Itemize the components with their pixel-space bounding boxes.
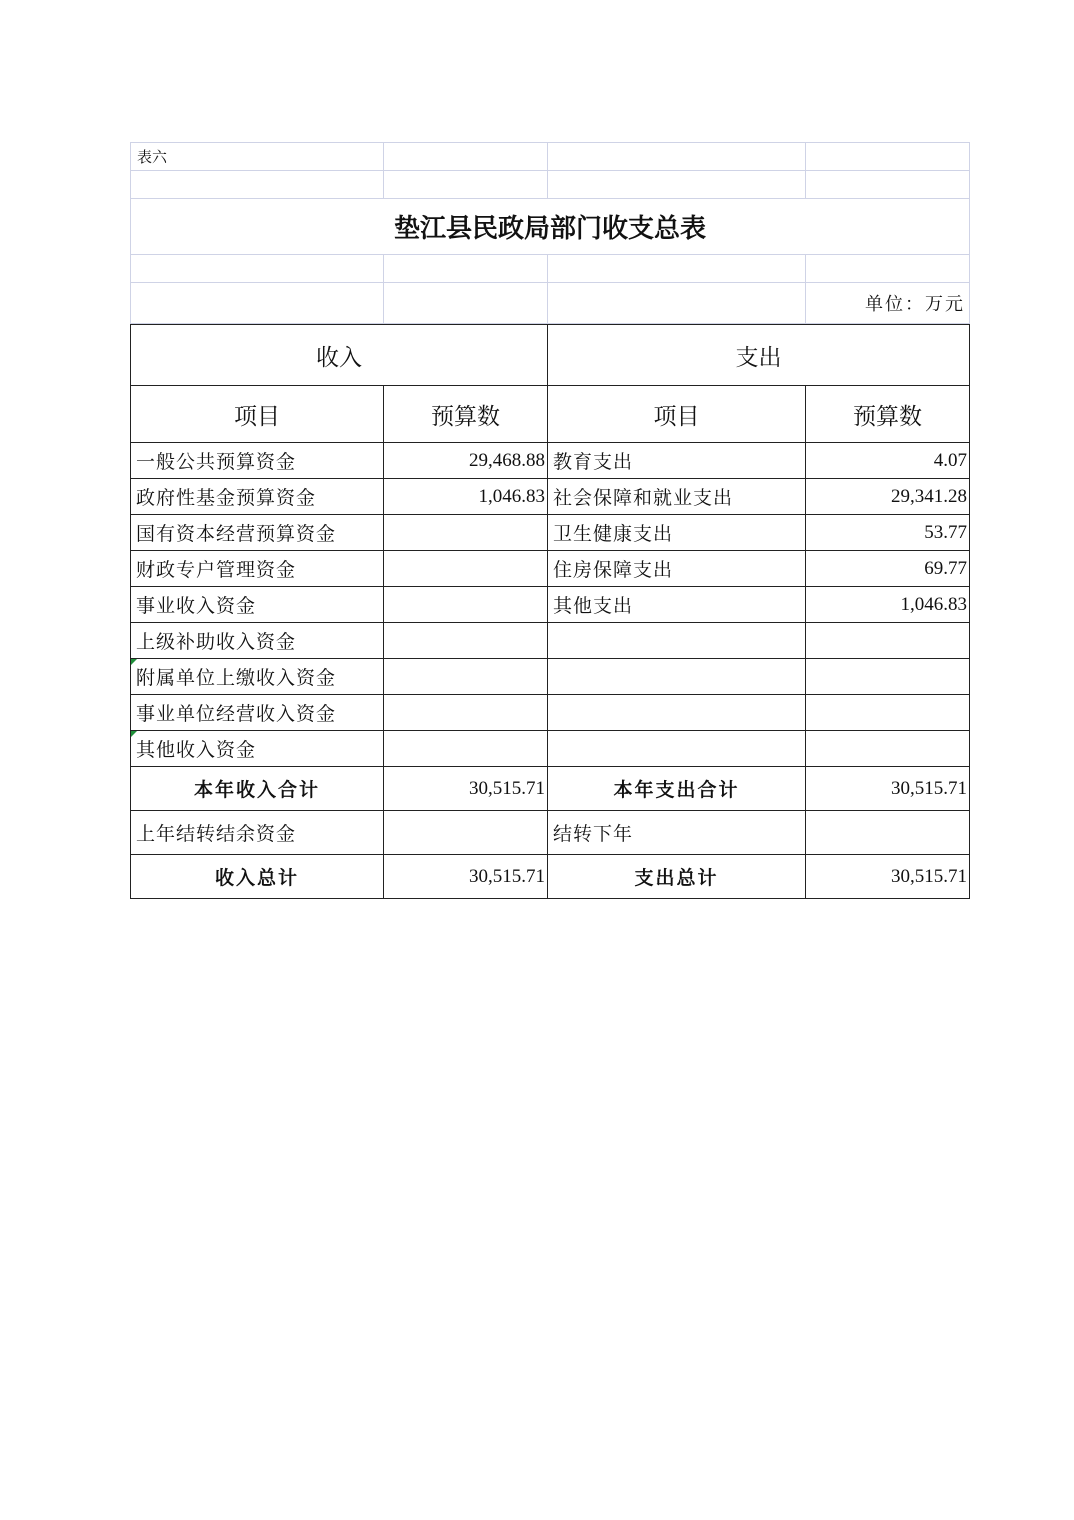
expense-item: [548, 659, 806, 695]
carryover-row: [131, 811, 970, 855]
income-item: 一般公共预算资金: [131, 443, 384, 479]
expense-item: 社会保障和就业支出: [548, 479, 806, 515]
income-item: 国有资本经营预算资金: [131, 515, 384, 551]
table-number: 表六: [131, 143, 384, 171]
income-item: 附属单位上缴收入资金: [131, 659, 384, 695]
expense-value: 1,046.83: [806, 587, 970, 623]
income-value: [384, 623, 548, 659]
budget-sheet: [130, 142, 970, 899]
expense-budget-header: 预算数: [806, 386, 970, 443]
header-grid: [130, 142, 970, 324]
total-row: [131, 855, 970, 899]
expense-value: [806, 695, 970, 731]
income-expense-table: [130, 324, 970, 899]
table-row: [131, 443, 970, 479]
income-total-value: 30,515.71: [384, 855, 548, 899]
table-row: [131, 479, 970, 515]
table-row: [131, 515, 970, 551]
income-item: 事业收入资金: [131, 587, 384, 623]
expense-value: [806, 659, 970, 695]
expense-subtotal-value: 30,515.71: [806, 767, 970, 811]
income-value: 29,468.88: [384, 443, 548, 479]
income-budget-header: 预算数: [384, 386, 548, 443]
income-carryover-value: [384, 811, 548, 855]
income-subtotal-value: 30,515.71: [384, 767, 548, 811]
expense-item: 卫生健康支出: [548, 515, 806, 551]
income-value: [384, 587, 548, 623]
expense-item: 住房保障支出: [548, 551, 806, 587]
income-value: [384, 551, 548, 587]
income-subtotal-label: 本年收入合计: [131, 767, 384, 811]
income-value: [384, 659, 548, 695]
page-title: 垫江县民政局部门收支总表: [131, 199, 970, 255]
table-row: [131, 623, 970, 659]
expense-subtotal-label: 本年支出合计: [548, 767, 806, 811]
expense-item: [548, 623, 806, 659]
expense-total-value: 30,515.71: [806, 855, 970, 899]
income-item: 政府性基金预算资金: [131, 479, 384, 515]
income-header: 收入: [131, 325, 548, 386]
expense-item: 教育支出: [548, 443, 806, 479]
table-row: [131, 587, 970, 623]
income-item: 事业单位经营收入资金: [131, 695, 384, 731]
expense-header: 支出: [548, 325, 970, 386]
income-value: [384, 731, 548, 767]
expense-value: [806, 731, 970, 767]
expense-item: [548, 695, 806, 731]
income-total-label: 收入总计: [131, 855, 384, 899]
income-carryover-label: 上年结转结余资金: [131, 811, 384, 855]
expense-value: 29,341.28: [806, 479, 970, 515]
table-row: [131, 659, 970, 695]
income-item-header: 项目: [131, 386, 384, 443]
income-value: 1,046.83: [384, 479, 548, 515]
expense-item-header: 项目: [548, 386, 806, 443]
expense-value: 4.07: [806, 443, 970, 479]
income-value: [384, 695, 548, 731]
income-item: 上级补助收入资金: [131, 623, 384, 659]
expense-total-label: 支出总计: [548, 855, 806, 899]
expense-item: [548, 731, 806, 767]
expense-value: [806, 623, 970, 659]
income-item: 财政专户管理资金: [131, 551, 384, 587]
table-row: [131, 695, 970, 731]
table-row: [131, 731, 970, 767]
expense-carryover-value: [806, 811, 970, 855]
expense-value: 69.77: [806, 551, 970, 587]
expense-value: 53.77: [806, 515, 970, 551]
expense-item: 其他支出: [548, 587, 806, 623]
income-value: [384, 515, 548, 551]
expense-carryover-label: 结转下年: [548, 811, 806, 855]
unit-label: 单位：万元: [806, 283, 970, 324]
income-item: 其他收入资金: [131, 731, 384, 767]
table-row: [131, 551, 970, 587]
subtotal-row: [131, 767, 970, 811]
